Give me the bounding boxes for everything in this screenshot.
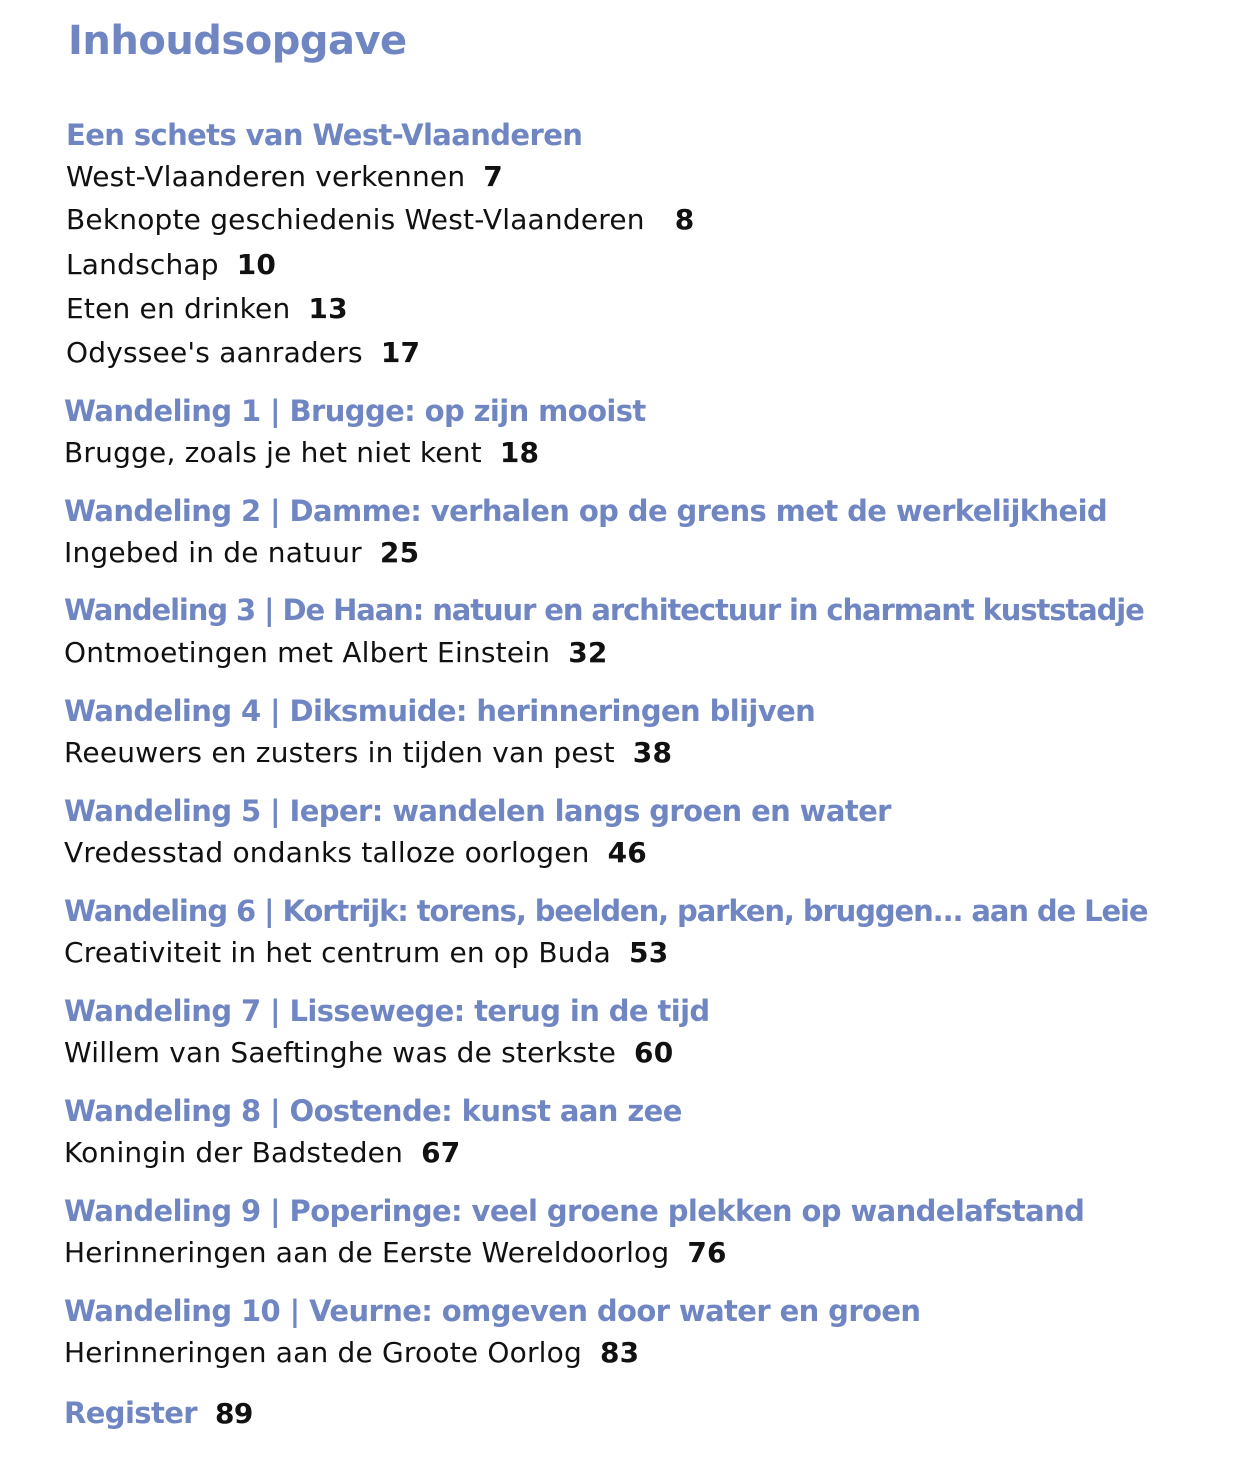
- toc-entry[interactable]: [64, 736, 672, 769]
- toc-page-number: 17: [380, 336, 421, 369]
- section-heading[interactable]: Wandeling 1 | Brugge: op zijn mooist: [64, 394, 646, 428]
- toc-entry-text: Herinneringen aan de Groote Oorlog: [64, 1336, 582, 1369]
- toc-page-number: 46: [607, 836, 647, 869]
- register-entry[interactable]: [64, 1396, 253, 1430]
- toc-entry[interactable]: [64, 1336, 639, 1369]
- toc-entry[interactable]: [64, 1136, 460, 1169]
- toc-entry[interactable]: [64, 1036, 673, 1069]
- toc-entry[interactable]: [66, 203, 694, 236]
- toc-entry-text: Koningin der Badsteden: [64, 1136, 404, 1169]
- toc-entry-text: Herinneringen aan de Eerste Wereldoorlog: [64, 1236, 670, 1269]
- toc-entry[interactable]: [64, 636, 608, 669]
- section-heading[interactable]: Wandeling 8 | Oostende: kunst aan zee: [64, 1094, 682, 1128]
- toc-page-number: 32: [568, 636, 608, 669]
- toc-entry[interactable]: [64, 936, 668, 969]
- toc-entry[interactable]: [64, 436, 539, 469]
- toc-entry[interactable]: [66, 292, 348, 325]
- section-heading[interactable]: Wandeling 5 | Ieper: wandelen langs groen en water: [64, 794, 891, 828]
- toc-page-number: 67: [421, 1136, 461, 1169]
- toc-entry-text: Brugge, zoals je het niet kent: [64, 436, 482, 469]
- toc-page-number: 38: [632, 736, 673, 769]
- section-heading[interactable]: Wandeling 3 | De Haan: natuur en architectuur in charmant kuststadje: [64, 593, 1144, 627]
- section-heading[interactable]: Wandeling 9 | Poperinge: veel groene plekken op wandelafstand: [64, 1194, 1085, 1228]
- register-label: Register: [64, 1396, 197, 1430]
- section-heading[interactable]: Wandeling 2 | Damme: verhalen op de grens met de werkelijkheid: [64, 494, 1108, 528]
- toc-page-number: 8: [674, 203, 695, 236]
- toc-page-number: 76: [687, 1236, 727, 1269]
- toc-entry-text: Landschap: [66, 248, 219, 281]
- toc-entry[interactable]: [64, 536, 419, 569]
- toc-entry-text: Vredesstad ondanks talloze oorlogen: [64, 836, 590, 869]
- toc-entry-text: West-Vlaanderen verkennen: [66, 160, 466, 193]
- toc-page-number: 25: [379, 536, 420, 569]
- toc-entry-text: Willem van Saeftinghe was de sterkste: [64, 1036, 617, 1069]
- toc-entry-text: Ingebed in de natuur: [64, 536, 362, 569]
- toc-page-number: 18: [499, 436, 540, 469]
- toc-entry[interactable]: [66, 160, 503, 193]
- toc-page-number: 83: [599, 1336, 640, 1369]
- toc-entry[interactable]: [64, 836, 647, 869]
- toc-entry-text: Beknopte geschiedenis West-Vlaanderen: [66, 203, 645, 236]
- section-heading[interactable]: Een schets van West-Vlaanderen: [66, 118, 583, 152]
- toc-entry-text: Reeuwers en zusters in tijden van pest: [64, 736, 615, 769]
- section-heading[interactable]: Wandeling 6 | Kortrijk: torens, beelden, parken, bruggen... aan de Leie: [64, 894, 1148, 928]
- page-title: Inhoudsopgave: [68, 18, 407, 64]
- section-heading[interactable]: Wandeling 10 | Veurne: omgeven door water en groen: [64, 1294, 921, 1328]
- section-heading[interactable]: Wandeling 4 | Diksmuide: herinneringen blijven: [64, 694, 816, 728]
- toc-page-number: 7: [483, 160, 503, 193]
- toc-entry-text: Odyssee's aanraders: [66, 336, 363, 369]
- toc-page-number: 60: [634, 1036, 674, 1069]
- toc-entry-text: Ontmoetingen met Albert Einstein: [64, 636, 551, 669]
- toc-page-number: 10: [236, 248, 277, 281]
- toc-page-number: 89: [215, 1397, 253, 1430]
- toc-entry[interactable]: [66, 336, 420, 369]
- section-heading[interactable]: Wandeling 7 | Lissewege: terug in de tijd: [64, 994, 710, 1028]
- toc-page-number: 13: [308, 292, 348, 325]
- toc-entry[interactable]: [64, 1236, 727, 1269]
- toc-page-number: 53: [629, 936, 669, 969]
- toc-entry[interactable]: [66, 248, 276, 281]
- toc-entry-text: Creativiteit in het centrum en op Buda: [64, 936, 612, 969]
- toc-entry-text: Eten en drinken: [66, 292, 291, 325]
